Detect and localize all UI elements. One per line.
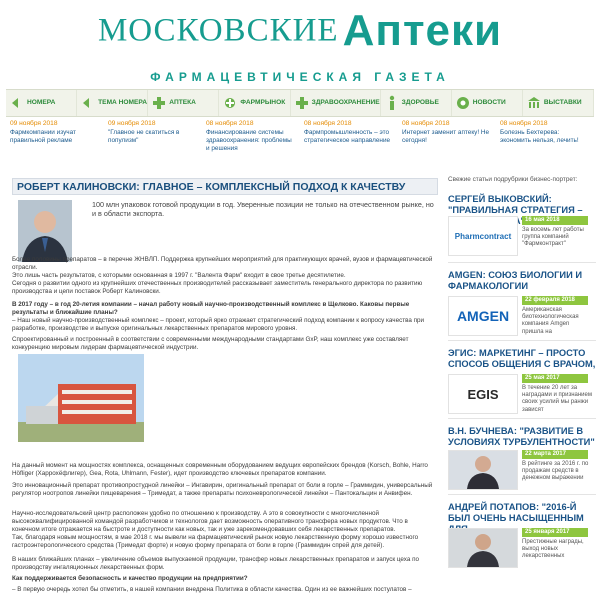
sidebar-article-date: 22 февраля 2018	[522, 296, 588, 305]
sidebar-heading: Свежие статьи подрубрики бизнес-портрет:	[448, 176, 578, 183]
sidebar-article-title[interactable]: ЭГИС: МАРКЕТИНГ – ПРОСТО СПОСОБ ОБЩЕНИЯ С ВРАЧОМ,	[448, 348, 596, 369]
article-paragraph: Это инновационный препарат противопростудной линейки – Ингавирин, оригинальный препарат от боли в горле – Граммидин, универсальный регулятор ноотропов линейки пищеварения – Тримедат, а также препараты психоневрологической линейки – Пантокальцин и Анвифен.	[12, 482, 433, 498]
egis-logo: EGIS	[467, 386, 499, 402]
sidebar-article-thumb[interactable]	[448, 296, 518, 336]
health-person-icon	[385, 95, 399, 111]
sidebar-article-date: 25 мая 2017	[522, 374, 588, 383]
nav-label: ЗДРАВООХРАНЕНИЕ	[311, 99, 380, 106]
sidebar-article-title[interactable]: СЕРГЕЙ ВЫКОВСКИЙ: "ПРАВИЛЬНАЯ СТРАТЕГИЯ –	[448, 194, 583, 215]
person-photo	[463, 529, 503, 567]
sidebar-article-excerpt: Американская биотехнологическая компания Amgen пришла на	[522, 307, 579, 335]
news-item[interactable]	[104, 120, 202, 160]
article-paragraph: Более половины препаратов – в перечне ЖНВЛП. Поддержка крупнейших мероприятий для практикующих врачей, вузов и фармацевтической отрасли.	[12, 256, 433, 272]
nav-label: ВЫСТАВКИ	[543, 99, 582, 106]
pharmacy-cross-icon	[152, 96, 166, 110]
news-date: 08 ноября 2018	[402, 120, 450, 127]
news-item[interactable]	[496, 120, 594, 160]
sidebar-article-date: 25 января 2017	[522, 528, 588, 537]
news-ticker	[6, 120, 594, 160]
news-date: 08 ноября 2018	[206, 120, 254, 127]
nav-label: НОМЕРА	[27, 99, 56, 106]
issues-icon	[10, 96, 24, 110]
divider	[448, 494, 596, 495]
sidebar-article-title[interactable]: В.Н. БУЧНЕВА: "РАЗВИТИЕ В УСЛОВИЯХ ТУРБУЛЕНТНОСТИ"	[448, 426, 595, 447]
article-paragraph: Это лишь часть результатов, с которыми основанная в 1997 г. "Валента Фарм" входит в свое третье десятилетие.	[12, 272, 346, 279]
article-paragraph: Так, благодаря новым мощностям, в мае 2018 г. мы вывели на фармацевтический рынок новую лекарственную форму хорошо известного гастроэнтерологического средства (Тримедат форте) и новую форму препарата от боли в горле (Граммидин спрей для детей).	[12, 534, 419, 550]
nav-label: ТЕМА НОМЕРА	[98, 99, 148, 106]
logo-word-apteki: Аптеки	[342, 6, 503, 55]
divider	[448, 418, 596, 419]
main-nav	[6, 89, 594, 117]
article-question: В 2017 году – в год 20-летия компании – начал работу новый научно-производственный комплекс в Щелково. Каковы первые результаты и ближайшие планы?	[12, 301, 410, 317]
pharmcontract-logo: Pharmcontract	[454, 231, 512, 241]
article-lead: 100 млн упаковок готовой продукции в год. Уверенные позиции не только на отечественном рынке, но и в области экспорта.	[92, 200, 434, 218]
person-photo	[463, 451, 503, 489]
nav-item-theme[interactable]	[77, 90, 148, 116]
nav-item-healthcare[interactable]	[291, 90, 381, 116]
sidebar-article-excerpt: В рейтинге за 2016 г. по продажам средств в денежном выражении	[522, 461, 589, 482]
news-date: 08 ноября 2018	[304, 120, 352, 127]
nav-item-pharmacy[interactable]	[148, 90, 219, 116]
sidebar-article-title[interactable]: АНДРЕЙ ПОТАПОВ: "2016-Й БЫЛ ОЧЕНЬ НАСЫЩЕННЫМ	[448, 502, 584, 523]
nav-item-market[interactable]	[219, 90, 290, 116]
article-paragraph: Спроектированный и построенный в соответствии с современными международными стандартами GxP, наш комплекс уже составляет конкуренцию мировым лидерам фармацевтической индустрии.	[12, 336, 409, 352]
nav-item-health[interactable]	[381, 90, 452, 116]
sidebar-article-title[interactable]: AMGEN: СОЮЗ БИОЛОГИИ И ФАРМАКОЛОГИИ	[448, 270, 583, 291]
article-paragraph: Сегодня о развитии одного из крупнейших отечественных производителей рассказывает заместитель генерального директора по развитию производства и цепи поставок Роберт Калиновски.	[12, 280, 423, 296]
news-item[interactable]	[300, 120, 398, 160]
news-link[interactable]: Интернет заменит аптеку! Не сегодня!	[402, 129, 490, 144]
healthcare-icon	[295, 96, 309, 110]
sidebar-article-date: 16 мая 2018	[522, 216, 588, 225]
nav-item-exhibitions[interactable]	[523, 90, 594, 116]
news-item[interactable]	[6, 120, 104, 160]
sidebar-article-excerpt: В течение 20 лет за наградами и признанием своих усилий мы ранжи зависят	[522, 385, 592, 413]
nav-label: ФАРМРЫНОК	[240, 99, 286, 106]
news-link[interactable]: Финансирование системы здравоохранения: проблемы и решения	[206, 129, 292, 152]
news-date: 09 ноября 2018	[108, 120, 156, 127]
sidebar-article-excerpt: За восемь лет работы группа компаний "Фармконтракт"	[522, 227, 584, 248]
nav-item-news[interactable]	[452, 90, 523, 116]
news-date: 08 ноября 2018	[500, 120, 548, 127]
divider	[448, 340, 596, 341]
nav-label: АПТЕКА	[169, 99, 196, 106]
news-item[interactable]	[202, 120, 300, 160]
sidebar-article-excerpt: Престижные награды, выход новых лекарственных	[522, 539, 584, 560]
author-portrait	[18, 200, 72, 262]
article-title: РОБЕРТ КАЛИНОВСКИ: ГЛАВНОЕ – КОМПЛЕКСНЫЙ ПОДХОД К КАЧЕСТВУ	[12, 178, 438, 195]
news-date: 09 ноября 2018	[10, 120, 58, 127]
amgen-logo: AMGEN	[456, 308, 510, 324]
sidebar-article-thumb[interactable]	[448, 450, 518, 490]
sidebar-article-date: 22 марта 2017	[522, 450, 588, 459]
market-icon	[223, 96, 237, 110]
site-logo[interactable]	[0, 6, 600, 56]
sidebar-article-thumb[interactable]	[448, 528, 518, 568]
news-link[interactable]: Фармкомпании изучат правильной рекламе	[10, 129, 76, 144]
article-paragraph: Научно-исследовательский центр расположен удобно по отношению к производству. А это в совокупности с многочисленной высококвалифицированной командой разработчиков и технологов дает возможность оперативного трансфера новых продуктов. Что в конечном итоге отражается на быстроте и доступности как новых, так и уже зарекомендовавших себя лекарственных препаратов.	[12, 510, 408, 534]
nav-label: ЗДОРОВЬЕ	[401, 99, 439, 106]
sidebar-article-thumb[interactable]	[448, 374, 518, 414]
news-link[interactable]: Болезнь Бехтерева: экономить нельзя, лечить!	[500, 129, 579, 144]
divider	[448, 262, 596, 263]
news-icon	[456, 96, 470, 110]
factory-photo	[18, 354, 144, 442]
theme-icon	[81, 96, 95, 110]
nav-item-issues[interactable]	[6, 90, 77, 116]
exhibition-icon	[527, 96, 541, 110]
article-paragraph: На данный момент на мощностях комплекса, оснащенных современным оборудованием ведущих европейских брендов (Korsch, Bohle, Harro Höfliger (Харрохёфлигер), Gea, Rota, Uhlmann, Fester), идет производство ключевых препаратов компании.	[12, 462, 428, 478]
article-paragraph: – В первую очередь хотел бы отметить, в нашей компании внедрена Политика в области качества. Один из ее важнейших постулатов –	[12, 586, 412, 593]
article-paragraph: В наших ближайших планах – увеличение объемов выпускаемой продукции, трансфер новых лекарственных препаратов и запуск цеха по производству ингаляционных лекарственных форм.	[12, 556, 420, 572]
news-link[interactable]: "Главное не скатиться в популизм"	[108, 129, 180, 144]
logo-word-moscow: МОСКОВСКИЕ	[97, 12, 339, 49]
nav-label: НОВОСТИ	[472, 99, 506, 106]
sidebar-article-thumb[interactable]	[448, 216, 518, 256]
article-question: Как поддерживается безопасность и качество продукции на предприятии?	[12, 575, 248, 582]
news-item[interactable]	[398, 120, 496, 160]
site-subtitle: ФАРМАЦЕВТИЧЕСКАЯ ГАЗЕТА	[150, 70, 450, 84]
article-paragraph: – Наш новый научно-производственный комплекс – проект, который ярко отражает стратегический подход компании к вопросу качества при разработке, производстве и выпуске оригинальных лекарственных препаратов мирового уровня.	[12, 317, 425, 333]
news-link[interactable]: Фармпромышленность – это стратегическое направление	[304, 129, 391, 144]
